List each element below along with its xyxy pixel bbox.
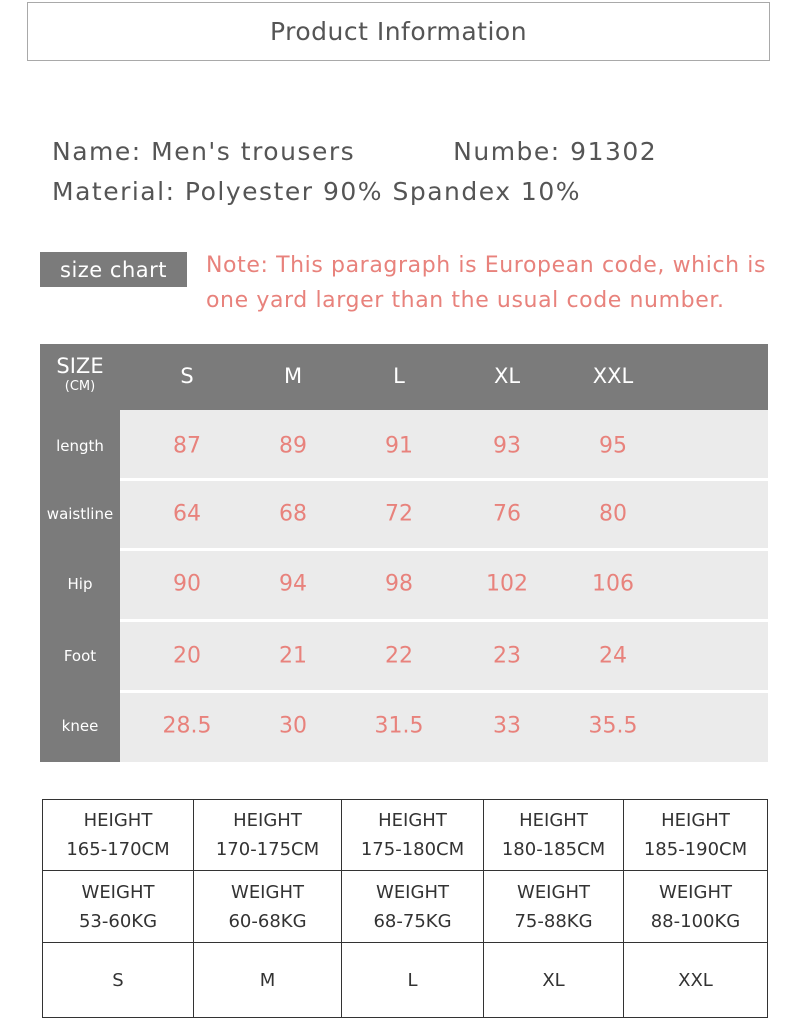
weight-range: 75-88KG xyxy=(514,910,593,932)
weight-cell xyxy=(624,871,768,943)
size-label: SIZE xyxy=(56,354,104,378)
size-row xyxy=(43,943,768,1018)
measure-value: 80 xyxy=(599,501,627,527)
product-number: Numbe: 91302 xyxy=(453,137,658,166)
height-range: 175-180CM xyxy=(360,839,465,860)
weight-cell xyxy=(342,871,484,943)
size-cell: XXL xyxy=(624,943,768,1018)
product-material: Material: Polyester 90% Spandex 10% xyxy=(52,177,582,206)
weight-cell xyxy=(484,871,624,943)
measure-value: 20 xyxy=(173,643,201,669)
measure-value: 98 xyxy=(385,571,413,597)
measure-value: 64 xyxy=(173,501,201,527)
measure-value: 33 xyxy=(493,713,521,739)
measure-value: 35.5 xyxy=(588,713,638,739)
height-label: HEIGHT xyxy=(378,810,447,831)
weight-range: 60-68KG xyxy=(228,910,307,932)
measure-row-label: waistline xyxy=(46,505,114,523)
measure-value: 87 xyxy=(173,433,201,459)
size-column-header: M xyxy=(283,364,303,388)
measure-value: 93 xyxy=(493,433,521,459)
measure-value: 76 xyxy=(493,501,521,527)
product-name: Name: Men's trousers xyxy=(52,137,356,166)
measure-value: 94 xyxy=(279,571,307,597)
size-cell: XL xyxy=(484,943,624,1018)
measure-value: 21 xyxy=(279,643,307,669)
measure-value: 30 xyxy=(279,713,307,739)
weight-label: WEIGHT xyxy=(517,881,590,903)
measure-value: 68 xyxy=(279,501,307,527)
height-label: HEIGHT xyxy=(661,810,730,831)
measure-value: 102 xyxy=(486,571,528,597)
height-label: HEIGHT xyxy=(83,810,153,831)
measure-value: 91 xyxy=(385,433,413,459)
height-cell xyxy=(194,800,342,871)
size-chart xyxy=(40,344,768,762)
size-column-header: L xyxy=(393,364,405,388)
weight-label: WEIGHT xyxy=(81,881,155,903)
size-chart-tag: size chart xyxy=(40,252,187,287)
weight-label: WEIGHT xyxy=(659,881,732,903)
row-separator xyxy=(120,478,768,481)
product-name-line xyxy=(52,137,657,166)
measure-value: 72 xyxy=(385,501,413,527)
row-separator xyxy=(120,690,768,693)
measure-value: 24 xyxy=(599,643,627,669)
page-title: Product Information xyxy=(27,2,770,61)
note-line-2: one yard larger than the usual code number. xyxy=(206,288,725,313)
weight-range: 88-100KG xyxy=(650,910,741,932)
weight-label: WEIGHT xyxy=(231,881,304,903)
height-cell xyxy=(43,800,194,871)
height-range: 170-175CM xyxy=(215,839,320,860)
measure-row-label: Foot xyxy=(63,647,97,665)
size-corner-label xyxy=(40,356,120,393)
height-cell xyxy=(342,800,484,871)
size-unit: (CM) xyxy=(64,379,96,394)
measure-value: 90 xyxy=(173,571,201,597)
weight-cell xyxy=(43,871,194,943)
measure-value: 89 xyxy=(279,433,307,459)
height-row xyxy=(43,800,768,871)
measure-value: 106 xyxy=(592,571,634,597)
height-cell xyxy=(484,800,624,871)
size-column-header: S xyxy=(180,364,194,388)
measure-value: 22 xyxy=(385,643,413,669)
measure-value: 95 xyxy=(599,433,627,459)
row-separator xyxy=(120,619,768,622)
height-weight-table xyxy=(42,799,768,1018)
height-range: 185-190CM xyxy=(643,839,748,860)
weight-cell xyxy=(194,871,342,943)
row-separator xyxy=(120,548,768,551)
weight-label: WEIGHT xyxy=(376,881,449,903)
height-range: 165-170CM xyxy=(66,839,170,860)
weight-range: 53-60KG xyxy=(78,910,158,932)
size-cell: L xyxy=(342,943,484,1018)
size-column-header: XL xyxy=(493,364,521,388)
size-cell: S xyxy=(43,943,194,1018)
height-label: HEIGHT xyxy=(233,810,302,831)
weight-range: 68-75KG xyxy=(373,910,452,932)
measure-value: 23 xyxy=(493,643,521,669)
measure-row-label: length xyxy=(56,437,104,455)
measure-value: 31.5 xyxy=(374,713,424,739)
measure-row-label: knee xyxy=(61,717,99,735)
measure-value: 28.5 xyxy=(162,713,212,739)
measure-row-label: Hip xyxy=(67,575,93,593)
weight-row xyxy=(43,871,768,943)
height-range: 180-185CM xyxy=(501,839,606,860)
size-column-header: XXL xyxy=(592,364,634,388)
height-cell xyxy=(624,800,768,871)
height-label: HEIGHT xyxy=(519,810,588,831)
note-line-1: Note: This paragraph is European code, which is xyxy=(206,253,767,278)
size-cell: M xyxy=(194,943,342,1018)
